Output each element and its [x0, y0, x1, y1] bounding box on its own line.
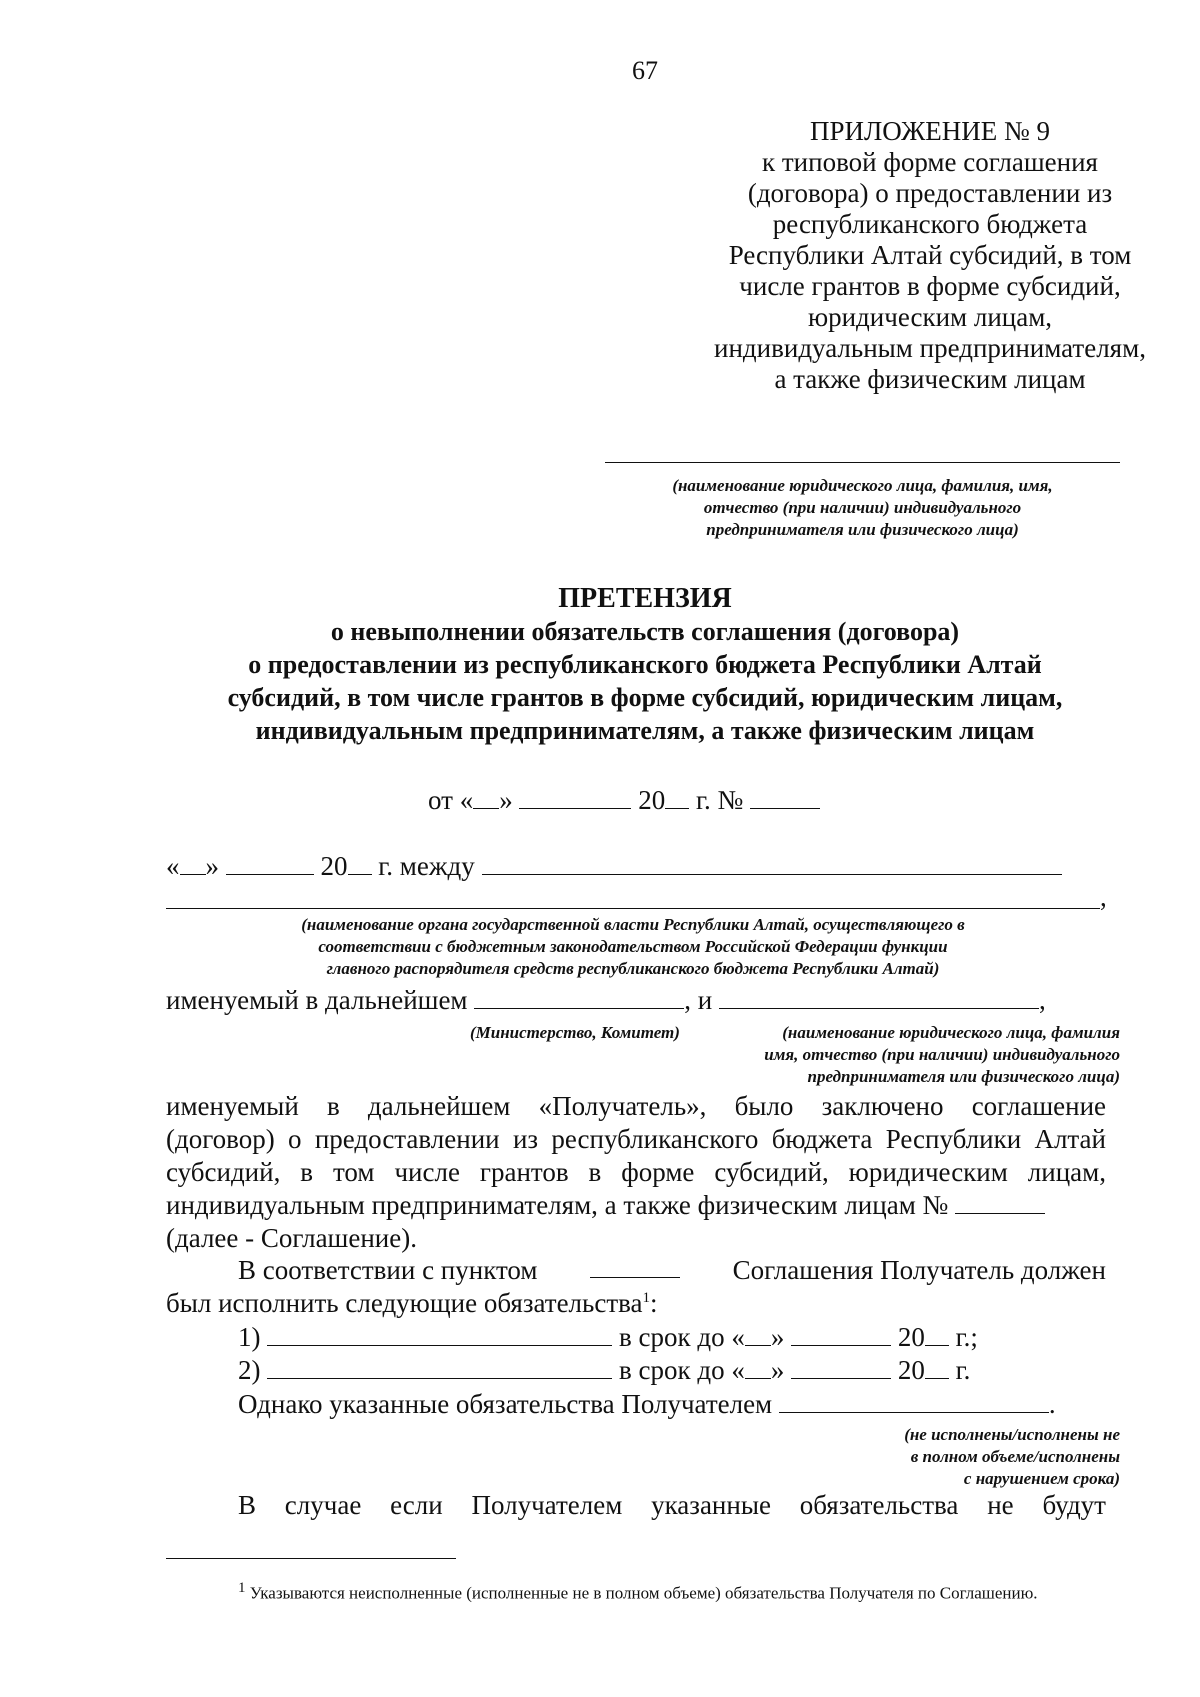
clause-number-blank[interactable]: [590, 1255, 680, 1278]
status-caption: (не исполнены/исполнены не в полном объеме/исполнены с нарушением срока): [904, 1425, 1120, 1488]
appendix-line: (договора) о предоставлении из: [747, 178, 1113, 208]
claim-heading: [0, 582, 1200, 747]
footnote: $^1$ Указываются неисполненные (исполненные не в полном объеме) обязательства Получателя по Соглашению.: [238, 1580, 1038, 1603]
ministry-blank[interactable]: [474, 986, 684, 1009]
organ-caption: (наименование органа государственной власти Республики Алтай, осуществляющего в соответствии с бюджетным законодательством Российской Федерации функции главного распорядителя средств республиканского бюджета Республики Алтай): [301, 915, 965, 978]
footnote-ref[interactable]: 1: [642, 1290, 650, 1306]
obligation-year-blank[interactable]: [925, 1356, 949, 1379]
month-blank[interactable]: [519, 786, 631, 809]
appendix-header: [630, 116, 1200, 395]
appendix-line: индивидуальным предпринимателям,: [714, 333, 1146, 363]
appendix-line: юридическим лицам,: [807, 302, 1053, 332]
agreement-day-blank[interactable]: [180, 852, 206, 875]
appendix-line: к типовой форме соглашения: [762, 147, 1098, 177]
claim-subtitle-line: индивидуальным предпринимателям, а также физическим лицам: [255, 716, 1035, 745]
claim-title: ПРЕТЕНЗИЯ: [558, 583, 732, 614]
page-number: 67: [632, 56, 658, 85]
agreement-year-blank[interactable]: [348, 852, 372, 875]
status-blank[interactable]: [779, 1390, 1049, 1413]
day-blank[interactable]: [473, 786, 499, 809]
clause-line: В соответствии с пунктом Соглашения Получатель должен: [238, 1255, 1106, 1285]
organ-name-blank-2[interactable]: [166, 908, 1100, 909]
appendix-line: республиканского бюджета: [772, 209, 1088, 239]
claim-subtitle-line: о предоставлении из республиканского бюджета Республики Алтай: [248, 650, 1042, 679]
recipient-name-blank[interactable]: [605, 462, 1120, 463]
obligation-year-blank[interactable]: [925, 1323, 949, 1346]
appendix-line: а также физическим лицам: [774, 364, 1086, 394]
continuation-line: В случае если Получателем указанные обязательства не будут: [238, 1490, 1106, 1520]
obligation-row: 2) в срок до « » 20 г.: [238, 1355, 971, 1385]
claim-subtitle-line: о невыполнении обязательств соглашения (договора): [330, 617, 960, 646]
obligation-day-blank[interactable]: [745, 1323, 771, 1346]
obligations-intro: был исполнить следующие обязательства$^1$:: [166, 1288, 658, 1318]
named-line: именуемый в дальнейшем , и ,: [166, 985, 1046, 1015]
obligation-month-blank[interactable]: [791, 1323, 891, 1346]
organ-name-blank[interactable]: [482, 852, 1062, 875]
agreement-paragraph: именуемый в дальнейшем «Получатель», было заключено соглашение (договор) о предоставлении из республиканского бюджета Республики Алтай субсидий, в том числе грантов в форме субсидий, юридическим лицам, индивидуальным предпринимателям, а также физическим лицам № (далее - Соглашение).: [166, 1091, 1106, 1253]
agreement-number-blank[interactable]: [955, 1191, 1045, 1214]
year-blank[interactable]: [665, 786, 689, 809]
obligation-row: 1) в срок до « » 20 г.;: [238, 1322, 978, 1352]
claim-date-line: от « » 20 г. №: [428, 785, 820, 816]
obligation-day-blank[interactable]: [745, 1356, 771, 1379]
recipient-blank[interactable]: [719, 986, 1039, 1009]
claim-subtitle-line: субсидий, в том числе грантов в форме субсидий, юридическим лицам,: [227, 683, 1063, 712]
appendix-line: Республики Алтай субсидий, в том: [728, 240, 1132, 270]
ministry-caption: (Министерство, Комитет): [470, 1023, 680, 1042]
obligation-text-blank[interactable]: [267, 1323, 612, 1346]
footnote-separator: [166, 1558, 456, 1559]
comma: ,: [1100, 882, 1107, 912]
claim-number-blank[interactable]: [750, 786, 820, 809]
however-line: Однако указанные обязательства Получателем .: [238, 1389, 1056, 1419]
appendix-line: числе грантов в форме субсидий,: [739, 271, 1121, 301]
agreement-date-line: « » 20 г. между: [166, 851, 1062, 882]
appendix-title: ПРИЛОЖЕНИЕ № 9: [809, 116, 1051, 146]
agreement-month-blank[interactable]: [226, 852, 314, 875]
obligation-text-blank[interactable]: [267, 1356, 612, 1379]
recipient-name-caption: (наименование юридического лица, фамилия имя, отчество (при наличии) индивидуального предпринимателя или физического лица): [764, 1023, 1120, 1086]
obligation-month-blank[interactable]: [791, 1356, 891, 1379]
recipient-caption: (наименование юридического лица, фамилия, имя, отчество (при наличии) индивидуального предпринимателя или физического лица): [672, 476, 1053, 539]
